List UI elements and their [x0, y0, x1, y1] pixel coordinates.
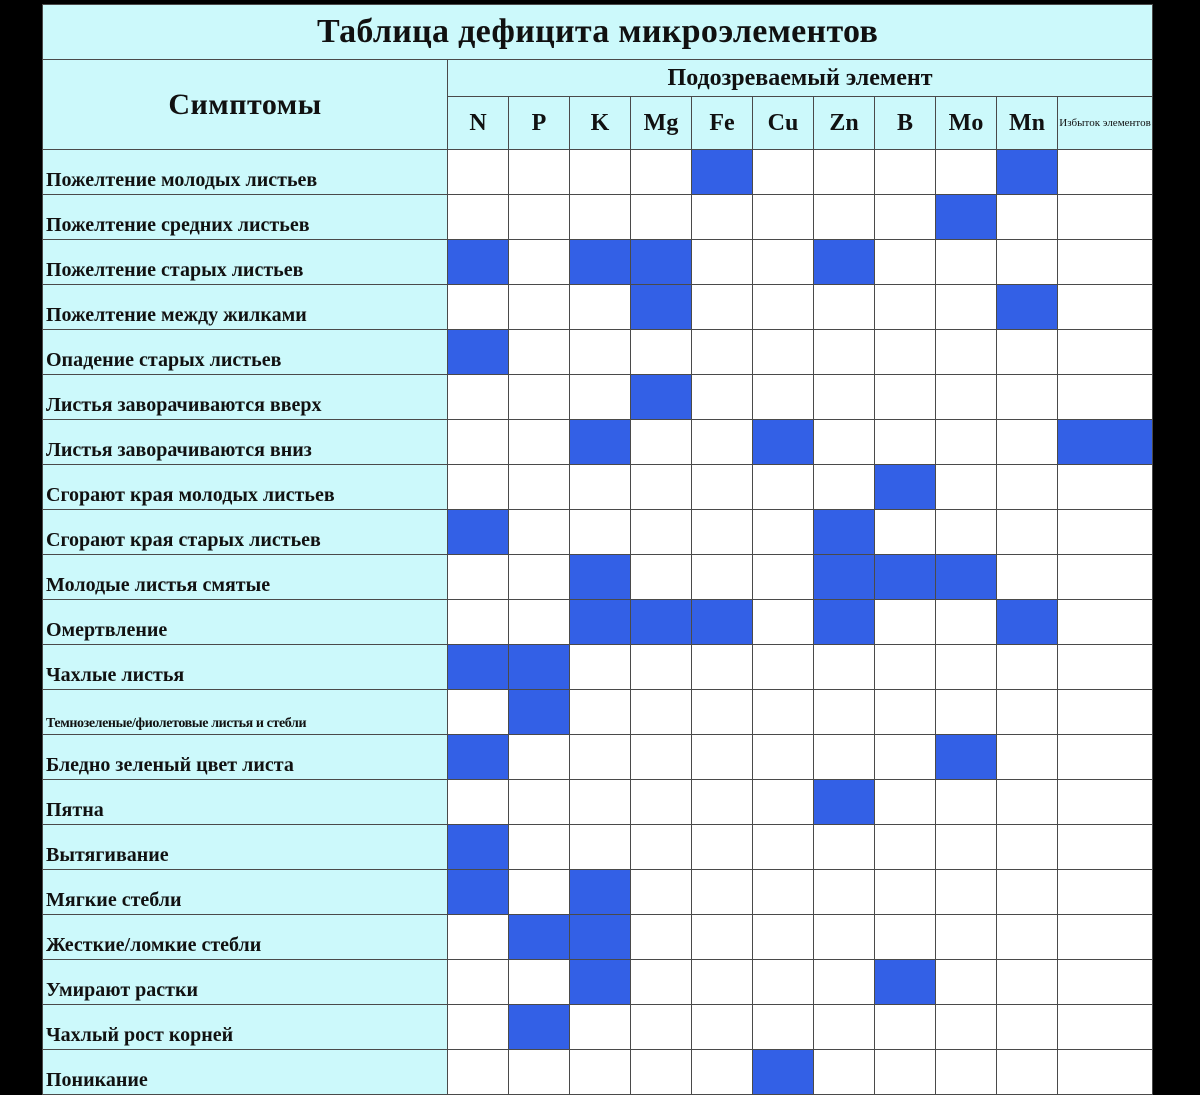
empty-cell [509, 195, 570, 240]
empty-cell [1058, 915, 1153, 960]
marked-cell [692, 150, 753, 195]
empty-cell [814, 420, 875, 465]
marked-cell [570, 240, 631, 285]
empty-cell [936, 240, 997, 285]
empty-cell [875, 330, 936, 375]
marked-cell [448, 510, 509, 555]
table-row [43, 870, 1153, 915]
empty-cell [1058, 285, 1153, 330]
table-row [43, 1005, 1153, 1050]
empty-cell [692, 870, 753, 915]
marked-cell [570, 555, 631, 600]
empty-cell [753, 645, 814, 690]
empty-cell [936, 870, 997, 915]
symptom-rows [43, 150, 1153, 1095]
empty-cell [1058, 1050, 1153, 1095]
marked-cell [936, 555, 997, 600]
marked-cell [997, 600, 1058, 645]
empty-cell [875, 600, 936, 645]
symptom-label: Пожелтение старых листьев [43, 240, 448, 285]
empty-cell [692, 645, 753, 690]
symptom-label: Поникание [43, 1050, 448, 1095]
empty-cell [1058, 195, 1153, 240]
symptom-label: Молодые листья смятые [43, 555, 448, 600]
element-header-n: N [448, 97, 509, 150]
symptom-label: Жесткие/ломкие стебли [43, 915, 448, 960]
suspected-element-header: Подозреваемый элемент [448, 60, 1153, 97]
element-header-mo: Mo [936, 97, 997, 150]
empty-cell [814, 465, 875, 510]
table-row [43, 240, 1153, 285]
element-header-zn: Zn [814, 97, 875, 150]
empty-cell [692, 825, 753, 870]
empty-cell [1058, 600, 1153, 645]
empty-cell [631, 150, 692, 195]
marked-cell [814, 240, 875, 285]
marked-cell [448, 735, 509, 780]
table-row [43, 735, 1153, 780]
empty-cell [448, 600, 509, 645]
empty-cell [814, 870, 875, 915]
table-row [43, 420, 1153, 465]
symptoms-column-header: Симптомы [43, 60, 448, 150]
empty-cell [753, 870, 814, 915]
empty-cell [875, 195, 936, 240]
empty-cell [692, 915, 753, 960]
empty-cell [1058, 465, 1153, 510]
empty-cell [570, 1005, 631, 1050]
symptom-label: Пятна [43, 780, 448, 825]
element-header-mg: Mg [631, 97, 692, 150]
empty-cell [692, 240, 753, 285]
empty-cell [936, 330, 997, 375]
empty-cell [753, 825, 814, 870]
marked-cell [509, 1005, 570, 1050]
table-row [43, 285, 1153, 330]
marked-cell [509, 690, 570, 735]
empty-cell [753, 690, 814, 735]
marked-cell [448, 330, 509, 375]
empty-cell [448, 555, 509, 600]
marked-cell [448, 870, 509, 915]
symptom-label: Листья заворачиваются вниз [43, 420, 448, 465]
marked-cell [631, 375, 692, 420]
symptom-label: Темнозеленые/фиолетовые листья и стебли [43, 690, 448, 735]
empty-cell [875, 915, 936, 960]
table-row [43, 1050, 1153, 1095]
empty-cell [631, 195, 692, 240]
empty-cell [814, 915, 875, 960]
empty-cell [631, 1050, 692, 1095]
empty-cell [1058, 375, 1153, 420]
empty-cell [753, 240, 814, 285]
empty-cell [753, 1005, 814, 1050]
table-row [43, 375, 1153, 420]
empty-cell [631, 780, 692, 825]
empty-cell [448, 690, 509, 735]
marked-cell [997, 150, 1058, 195]
marked-cell [814, 555, 875, 600]
empty-cell [509, 960, 570, 1005]
symptom-label: Сгорают края старых листьев [43, 510, 448, 555]
empty-cell [753, 735, 814, 780]
empty-cell [875, 1005, 936, 1050]
marked-cell [570, 420, 631, 465]
table-row [43, 510, 1153, 555]
empty-cell [753, 915, 814, 960]
empty-cell [448, 780, 509, 825]
empty-cell [448, 465, 509, 510]
marked-cell [814, 600, 875, 645]
empty-cell [448, 195, 509, 240]
empty-cell [936, 960, 997, 1005]
empty-cell [448, 1005, 509, 1050]
marked-cell [631, 240, 692, 285]
empty-cell [631, 690, 692, 735]
empty-cell [997, 330, 1058, 375]
empty-cell [753, 195, 814, 240]
empty-cell [631, 465, 692, 510]
table-row [43, 150, 1153, 195]
empty-cell [875, 420, 936, 465]
marked-cell [814, 780, 875, 825]
empty-cell [753, 285, 814, 330]
marked-cell [509, 915, 570, 960]
empty-cell [509, 465, 570, 510]
marked-cell [753, 1050, 814, 1095]
empty-cell [570, 195, 631, 240]
empty-cell [753, 780, 814, 825]
empty-cell [814, 330, 875, 375]
marked-cell [570, 870, 631, 915]
element-header-mn: Mn [997, 97, 1058, 150]
empty-cell [997, 690, 1058, 735]
element-header-fe: Fe [692, 97, 753, 150]
marked-cell [875, 465, 936, 510]
empty-cell [631, 915, 692, 960]
empty-cell [936, 645, 997, 690]
table-row [43, 960, 1153, 1005]
table-row [43, 330, 1153, 375]
empty-cell [692, 690, 753, 735]
symptom-label: Вытягивание [43, 825, 448, 870]
empty-cell [936, 150, 997, 195]
empty-cell [692, 195, 753, 240]
empty-cell [1058, 735, 1153, 780]
empty-cell [448, 960, 509, 1005]
empty-cell [509, 510, 570, 555]
empty-cell [631, 870, 692, 915]
empty-cell [875, 510, 936, 555]
table-row [43, 195, 1153, 240]
empty-cell [936, 915, 997, 960]
empty-cell [997, 1005, 1058, 1050]
empty-cell [936, 1005, 997, 1050]
empty-cell [875, 735, 936, 780]
empty-cell [509, 330, 570, 375]
table-row [43, 645, 1153, 690]
marked-cell [936, 735, 997, 780]
empty-cell [875, 240, 936, 285]
empty-cell [631, 735, 692, 780]
empty-cell [753, 960, 814, 1005]
symptom-label: Омертвление [43, 600, 448, 645]
empty-cell [936, 690, 997, 735]
empty-cell [875, 375, 936, 420]
deficiency-table-sheet [42, 4, 1152, 1091]
empty-cell [570, 690, 631, 735]
empty-cell [692, 555, 753, 600]
empty-cell [509, 870, 570, 915]
empty-cell [814, 150, 875, 195]
empty-cell [631, 330, 692, 375]
empty-cell [997, 375, 1058, 420]
empty-cell [631, 555, 692, 600]
empty-cell [997, 195, 1058, 240]
element-header-k: K [570, 97, 631, 150]
marked-cell [1058, 420, 1153, 465]
symptom-label: Пожелтение средних листьев [43, 195, 448, 240]
empty-cell [814, 285, 875, 330]
empty-cell [570, 465, 631, 510]
empty-cell [1058, 150, 1153, 195]
symptom-label: Опадение старых листьев [43, 330, 448, 375]
empty-cell [814, 1050, 875, 1095]
empty-cell [753, 510, 814, 555]
table-row [43, 915, 1153, 960]
table-row [43, 465, 1153, 510]
empty-cell [509, 825, 570, 870]
empty-cell [692, 1050, 753, 1095]
empty-cell [570, 1050, 631, 1095]
empty-cell [692, 735, 753, 780]
marked-cell [997, 285, 1058, 330]
empty-cell [1058, 240, 1153, 285]
empty-cell [814, 690, 875, 735]
empty-cell [1058, 645, 1153, 690]
empty-cell [509, 780, 570, 825]
symptom-label: Сгорают края молодых листьев [43, 465, 448, 510]
table-row [43, 780, 1153, 825]
empty-cell [448, 285, 509, 330]
empty-cell [570, 375, 631, 420]
empty-cell [509, 240, 570, 285]
empty-cell [570, 780, 631, 825]
empty-cell [814, 735, 875, 780]
empty-cell [753, 600, 814, 645]
empty-cell [936, 375, 997, 420]
table-row [43, 690, 1153, 735]
empty-cell [1058, 690, 1153, 735]
empty-cell [936, 1050, 997, 1095]
empty-cell [448, 150, 509, 195]
empty-cell [692, 420, 753, 465]
empty-cell [875, 285, 936, 330]
symptom-label: Умирают растки [43, 960, 448, 1005]
empty-cell [631, 645, 692, 690]
empty-cell [509, 375, 570, 420]
symptom-label: Бледно зеленый цвет листа [43, 735, 448, 780]
marked-cell [753, 420, 814, 465]
empty-cell [875, 870, 936, 915]
empty-cell [875, 1050, 936, 1095]
element-header-excess: Избыток элементов [1058, 97, 1153, 150]
empty-cell [814, 825, 875, 870]
empty-cell [936, 420, 997, 465]
empty-cell [631, 960, 692, 1005]
marked-cell [814, 510, 875, 555]
empty-cell [997, 510, 1058, 555]
table-row [43, 600, 1153, 645]
empty-cell [814, 1005, 875, 1050]
empty-cell [692, 1005, 753, 1050]
empty-cell [936, 780, 997, 825]
empty-cell [1058, 510, 1153, 555]
empty-cell [1058, 960, 1153, 1005]
empty-cell [692, 285, 753, 330]
marked-cell [570, 915, 631, 960]
empty-cell [875, 780, 936, 825]
empty-cell [997, 1050, 1058, 1095]
empty-cell [753, 555, 814, 600]
table-title: Таблица дефицита микроэлементов [43, 5, 1153, 60]
empty-cell [997, 645, 1058, 690]
empty-cell [1058, 330, 1153, 375]
empty-cell [997, 825, 1058, 870]
empty-cell [875, 690, 936, 735]
element-header-cu: Cu [753, 97, 814, 150]
marked-cell [875, 960, 936, 1005]
symptom-label: Мягкие стебли [43, 870, 448, 915]
empty-cell [936, 600, 997, 645]
empty-cell [814, 645, 875, 690]
empty-cell [814, 375, 875, 420]
empty-cell [448, 375, 509, 420]
marked-cell [875, 555, 936, 600]
empty-cell [997, 735, 1058, 780]
empty-cell [509, 1050, 570, 1095]
empty-cell [936, 825, 997, 870]
empty-cell [509, 735, 570, 780]
symptom-label: Чахлые листья [43, 645, 448, 690]
empty-cell [631, 1005, 692, 1050]
empty-cell [997, 465, 1058, 510]
empty-cell [936, 510, 997, 555]
empty-cell [875, 645, 936, 690]
empty-cell [875, 150, 936, 195]
marked-cell [448, 240, 509, 285]
empty-cell [692, 375, 753, 420]
empty-cell [997, 420, 1058, 465]
empty-cell [1058, 780, 1153, 825]
empty-cell [753, 150, 814, 195]
marked-cell [448, 825, 509, 870]
empty-cell [753, 375, 814, 420]
empty-cell [814, 195, 875, 240]
empty-cell [570, 285, 631, 330]
empty-cell [1058, 555, 1153, 600]
empty-cell [692, 510, 753, 555]
empty-cell [509, 285, 570, 330]
empty-cell [692, 465, 753, 510]
empty-cell [448, 1050, 509, 1095]
empty-cell [570, 825, 631, 870]
empty-cell [509, 150, 570, 195]
empty-cell [936, 465, 997, 510]
marked-cell [692, 600, 753, 645]
empty-cell [509, 420, 570, 465]
empty-cell [570, 645, 631, 690]
empty-cell [509, 600, 570, 645]
empty-cell [631, 510, 692, 555]
symptom-label: Пожелтение между жилками [43, 285, 448, 330]
empty-cell [1058, 1005, 1153, 1050]
empty-cell [631, 420, 692, 465]
element-header-p: P [509, 97, 570, 150]
empty-cell [753, 465, 814, 510]
table-row [43, 825, 1153, 870]
empty-cell [570, 330, 631, 375]
empty-cell [448, 915, 509, 960]
empty-cell [753, 330, 814, 375]
element-header-b: B [875, 97, 936, 150]
empty-cell [997, 780, 1058, 825]
marked-cell [448, 645, 509, 690]
deficiency-table [42, 4, 1153, 1095]
symptom-label: Пожелтение молодых листьев [43, 150, 448, 195]
marked-cell [631, 285, 692, 330]
marked-cell [509, 645, 570, 690]
empty-cell [509, 555, 570, 600]
empty-cell [997, 555, 1058, 600]
empty-cell [936, 285, 997, 330]
empty-cell [570, 510, 631, 555]
symptom-label: Листья заворачиваются вверх [43, 375, 448, 420]
empty-cell [692, 960, 753, 1005]
empty-cell [1058, 870, 1153, 915]
marked-cell [570, 960, 631, 1005]
empty-cell [997, 960, 1058, 1005]
table-row [43, 555, 1153, 600]
empty-cell [570, 150, 631, 195]
empty-cell [997, 240, 1058, 285]
empty-cell [631, 825, 692, 870]
empty-cell [692, 780, 753, 825]
symptom-label: Чахлый рост корней [43, 1005, 448, 1050]
marked-cell [936, 195, 997, 240]
marked-cell [570, 600, 631, 645]
empty-cell [997, 915, 1058, 960]
empty-cell [814, 960, 875, 1005]
empty-cell [570, 735, 631, 780]
empty-cell [448, 420, 509, 465]
empty-cell [997, 870, 1058, 915]
empty-cell [692, 330, 753, 375]
empty-cell [875, 825, 936, 870]
empty-cell [1058, 825, 1153, 870]
marked-cell [631, 600, 692, 645]
